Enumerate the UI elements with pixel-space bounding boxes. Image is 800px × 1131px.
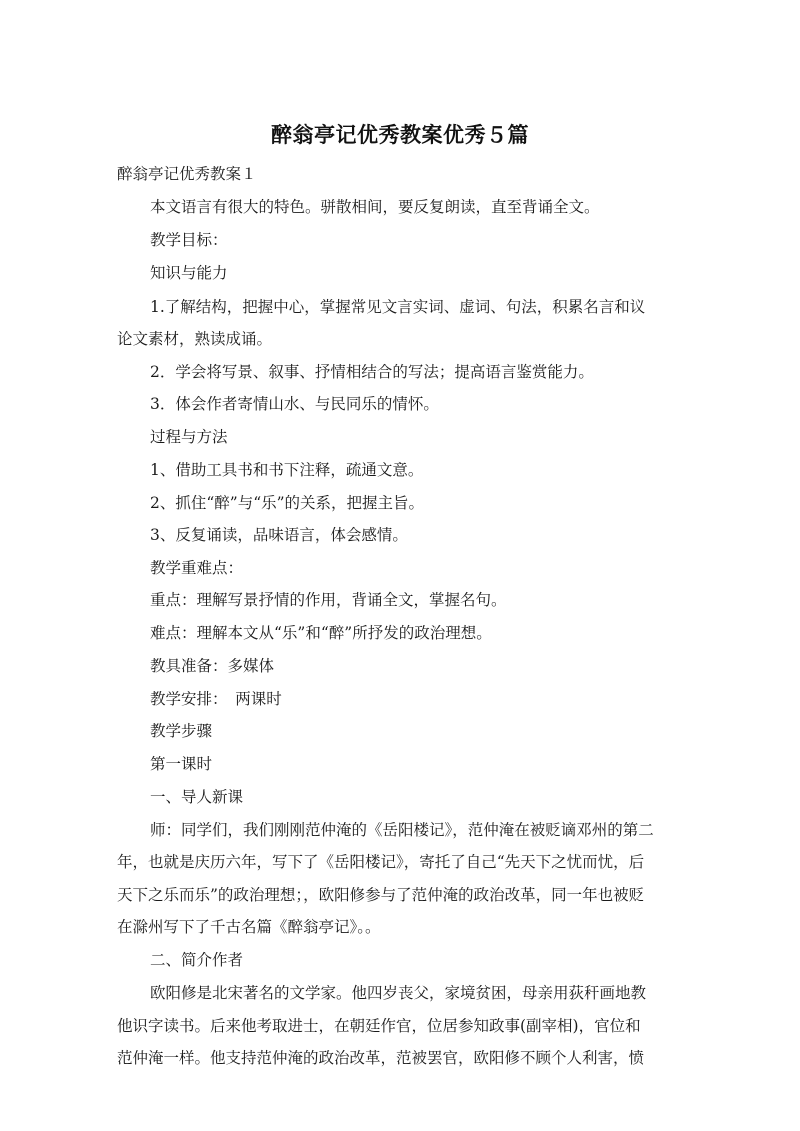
paragraph-line: 欧阳修是北宋著名的文学家。他四岁丧父，家境贫困，母亲用荻秆画地教 [150, 984, 647, 1002]
paragraph-line: 教学安排： 两课时 [150, 690, 282, 708]
paragraph-line: 本文语言有很大的特色。骈散相间，要反复朗读，直至背诵全文。 [150, 198, 600, 216]
paragraph-line: 难点：理解本文从“乐”和“醉”所抒发的政治理想。 [150, 624, 492, 642]
paragraph-line: 师：同学们，我们刚刚范仲淹的《岳阳楼记》，范仲淹在被贬谪邓州的第二 [150, 821, 654, 839]
paragraph-line: 教学重难点： [150, 559, 244, 577]
paragraph-line: 第一课时 [150, 755, 213, 773]
paragraph-line: 一、导人新课 [150, 788, 244, 806]
paragraph-line: 天下之乐而乐”的政治理想；，欧阳修参与了范仲淹的政治改革，同一年也被贬 [117, 886, 645, 904]
paragraph-line: 教具准备：多媒体 [150, 657, 275, 675]
paragraph-line: 过程与方法 [150, 428, 228, 446]
paragraph-line: 知识与能力 [150, 264, 228, 282]
section-heading: 醉翁亭记优秀教案１ [117, 165, 257, 183]
paragraph-line: 在滁州写下了千古名篇《醉翁亭记》。。 [117, 918, 381, 936]
paragraph-line: 2．学会将写景、叙事、抒情相结合的写法；提高语言鉴赏能力。 [150, 363, 594, 381]
paragraph-line: 范仲淹一样。他支持范仲淹的政治改革，范被罢官，欧阳修不顾个人利害，愤 [117, 1049, 645, 1067]
paragraph-line: 2、抓住“醉”与“乐”的关系，把握主旨。 [150, 494, 425, 512]
document-title: 醉翁亭记优秀教案优秀５篇 [271, 123, 529, 147]
paragraph-line: 3、反复诵读，品味语言，体会感情。 [150, 526, 408, 544]
paragraph-line: 年，也就是庆历六年，写下了《岳阳楼记》，寄托了自己“先天下之忧而忧，后 [117, 853, 645, 871]
paragraph-line: 3．体会作者寄情山水、与民同乐的情怀。 [150, 395, 439, 413]
paragraph-line: 论文素材，熟读成诵。 [117, 330, 273, 348]
paragraph-line: 重点：理解写景抒情的作用，背诵全文，掌握名句。 [150, 591, 507, 609]
paragraph-line: 1.了解结构，把握中心，掌握常见文言实词、虚词、句法，积累名言和议 [150, 298, 646, 316]
paragraph-line: 教学目标： [150, 231, 228, 249]
paragraph-line: 二、简介作者 [150, 951, 244, 969]
paragraph-line: 1、借助工具书和书下注释，疏通文意。 [150, 461, 424, 479]
paragraph-line: 他识字读书。后来他考取进士，在朝廷作官，位居参知政事(副宰相)，官位和 [117, 1017, 641, 1035]
paragraph-line: 教学步骤 [150, 722, 213, 740]
